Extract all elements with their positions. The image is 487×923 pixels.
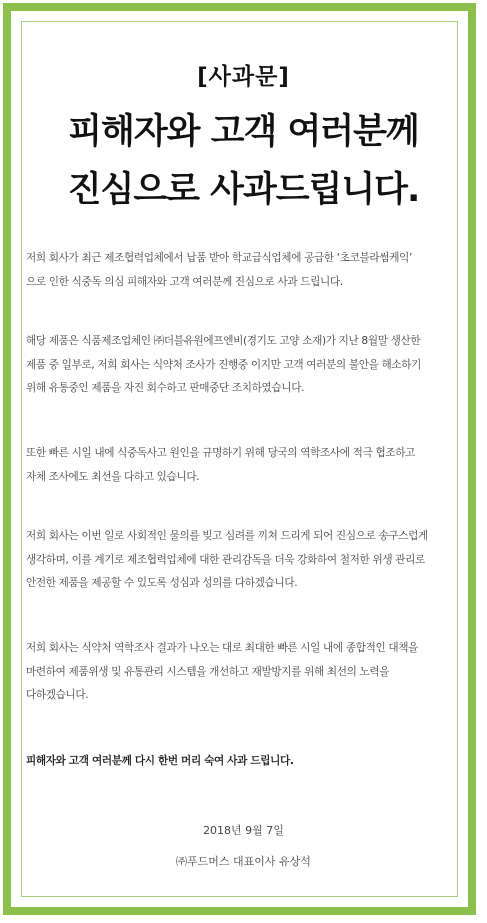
- paragraph-line: 다하겠습니다.: [26, 689, 89, 701]
- notice-date: 2018년 9월 7일: [203, 824, 284, 837]
- title-line-1: 피해자와 고객 여러분께: [68, 112, 419, 152]
- paragraph-line: 또한 빠른 시일 내에 식중독사고 원인을 규명하기 위해 당국의 역학조사에 적극 협조하고: [26, 447, 415, 459]
- paragraph-line: 자체 조사에도 최선을 다하고 있습니다.: [26, 470, 200, 483]
- paragraph-line: 제품 중 일부로, 저희 회사는 식약처 조사가 진행중 이지만 고객 여러분의 불안을 해소하기: [26, 358, 422, 371]
- title-line-2: 진심으로 사과드립니다.: [67, 170, 420, 210]
- paragraph-2: [26, 330, 456, 401]
- paragraph-1: [26, 247, 456, 294]
- paragraph-line: 해당 제품은 식품제조업체인 ㈜더블유원에프엔비(경기도 고양 소재)가 지난 8월말 생산한: [26, 335, 421, 347]
- closing-apology: [26, 750, 456, 774]
- paragraph-3: [26, 442, 456, 489]
- paragraph-line: 으로 인한 식중독 의심 피해자와 고객 여러분께 진심으로 사과 드립니다.: [26, 275, 343, 288]
- notice-signature: ㈜푸드머스 대표이사 유상석: [176, 855, 311, 868]
- paragraph-line: 위해 유통중인 제품을 자진 회수하고 판매중단 조치하였습니다.: [26, 382, 305, 394]
- paragraph-line: 마련하여 제품위생 및 유통관리 시스템을 개선하고 재발방지를 위해 최선의 노력을: [26, 665, 390, 678]
- paragraph-5: [26, 637, 456, 708]
- paragraph-line: 저희 회사가 최근 제조협력업체에서 납품 받아 학교급식업체에 공급한 ‘초코블라썸케익’: [26, 252, 412, 264]
- paragraph-4: [26, 525, 456, 596]
- paragraph-line: 저희 회사는 식약처 역학조사 결과가 나오는 대로 최대한 빠른 시일 내에 종합적인 대책을: [26, 642, 419, 654]
- paragraph-line: 안전한 제품을 제공할 수 있도록 성심과 성의를 다하겠습니다.: [26, 577, 298, 589]
- notice-header-tag: [사과문]: [197, 64, 290, 90]
- paragraph-line: 저희 회사는 이번 일로 사회적인 물의를 빚고 심려를 끼쳐 드리게 되어 진심으로 송구스럽게: [26, 530, 428, 542]
- paragraph-line: 생각하며, 이를 계기로 제조협력업체에 대한 관리감독을 더욱 강화하여 철저한 위생 관리로: [26, 553, 425, 566]
- paragraph-line: 피해자와 고객 여러분께 다시 한번 머리 숙여 사과 드립니다.: [26, 755, 294, 767]
